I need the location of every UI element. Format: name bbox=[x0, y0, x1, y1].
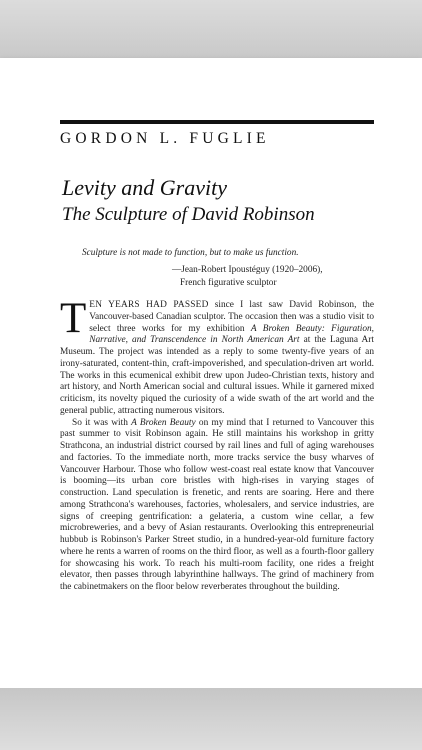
epigraph-attribution: —Jean-Robert Ipoustéguy (1920–2006), bbox=[172, 265, 323, 275]
header-rule bbox=[60, 120, 374, 124]
article-subtitle: The Sculpture of David Robinson bbox=[62, 204, 315, 225]
epigraph-quote: Sculpture is not made to function, but to make us function. bbox=[82, 248, 299, 258]
document-page bbox=[0, 58, 422, 688]
epigraph-attribution-role: French figurative sculptor bbox=[180, 278, 277, 288]
bottom-background bbox=[0, 688, 422, 750]
paragraph-2-text-b: on my mind that I returned to Vancouver this past summer to visit Robinson again. He still maintains his workshop in gritty Strathcona, an industrial district coursed by rail lines and full of aging warehouses and factories. To the immediate north, more tracks service the busy wharves of Vancouver Harbour. Those who follow west-coast real estate know that Vancouver is booming—its urban core bristles with high-rises in varying stages of construction. Land speculation is frenetic, and rents are soaring. Here and there among Strathcona's warehouses, factories, wholesalers, and service industries, are signs of creeping gentrification: a gelateria, a custom wine cellar, a few microbreweries, and a bevy of Asian restaurants. Overlooking this entrepreneurial hubbub is Robinson's Parker Street studio, in a hundred-year-old furniture factory where he rents a warren of rooms on the third floor, as well as a fourth-floor gallery for showcasing his work. To reach his multi-room facility, one rides a freight elevator, then passes through labyrinthine hallways. The grind of machinery from the cabinetmakers on the floor below reverberates throughout the building. bbox=[60, 417, 374, 592]
paragraph-2 bbox=[60, 418, 374, 594]
exhibition-title: A Broken Beauty: Figuration, Narrative, and Transcendence in North American Art bbox=[89, 323, 374, 346]
article-body bbox=[60, 295, 374, 594]
top-background bbox=[0, 0, 422, 58]
author-name: GORDON L. FUGLIE bbox=[60, 130, 270, 147]
paragraph-1 bbox=[60, 295, 374, 418]
lead-in-caps: EN YEARS HAD PASSED bbox=[89, 300, 209, 310]
drop-cap: T bbox=[60, 295, 87, 342]
paragraph-1-text-b: at the Laguna Art Museum. The project was intended as a reply to some twenty-five years of an irony-saturated, content-thin, craft-impoverished, and speculation-driven art world. The works in this ecumenical exhibit drew upon Judeo-Christian texts, history and art history, and North American social and cultural issues. While it garnered mixed criticism, its novelty piqued the curiosity of a wide swath of the art world and the general public, attracting numerous visitors. bbox=[60, 335, 374, 416]
paragraph-2-text-a: So it was with bbox=[72, 417, 132, 428]
exhibition-short-title: A Broken Beauty bbox=[131, 417, 196, 428]
article-title: Levity and Gravity bbox=[62, 175, 227, 200]
paragraph-1-text-a: since I last saw David Robinson, the Vancouver-based Canadian sculptor. The occasion then was a studio visit to select three works for my exhibition bbox=[89, 300, 374, 334]
